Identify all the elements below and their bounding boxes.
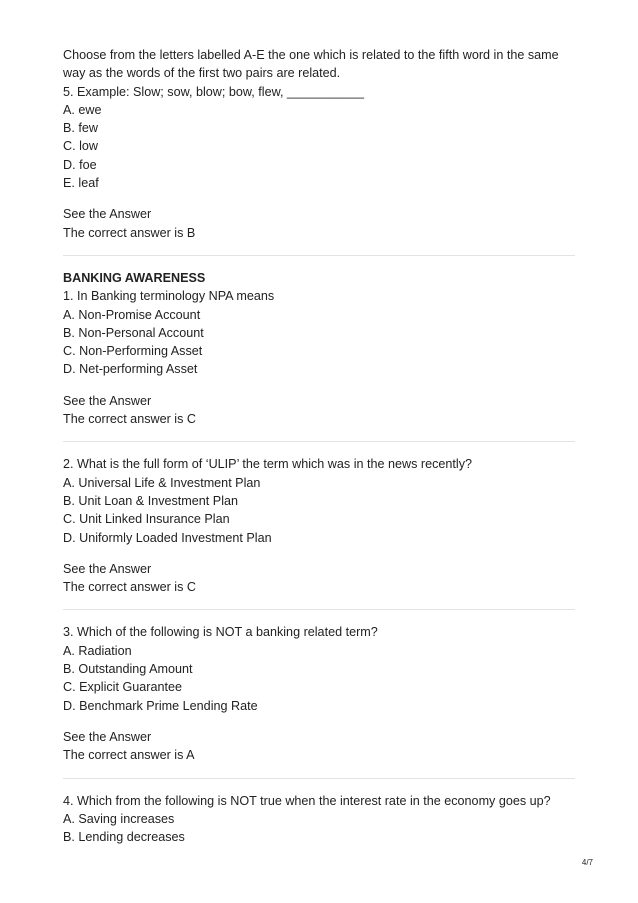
option-d: D. foe bbox=[63, 157, 97, 172]
divider bbox=[63, 778, 575, 779]
see-answer-link[interactable]: See the Answer bbox=[63, 393, 152, 408]
question-block-banking-2 bbox=[63, 455, 575, 596]
question-text: 5. Example: Slow; sow, blow; bow, flew, ___________ bbox=[63, 84, 365, 99]
option-b: B. few bbox=[63, 121, 98, 136]
question-block-banking-4 bbox=[63, 792, 575, 847]
option-d: D. Benchmark Prime Lending Rate bbox=[63, 698, 258, 713]
option-b: B. Outstanding Amount bbox=[63, 662, 193, 677]
correct-answer-text: The correct answer is C bbox=[63, 580, 196, 595]
option-b: B. Lending decreases bbox=[63, 830, 185, 845]
option-d: D. Net-performing Asset bbox=[63, 362, 198, 377]
option-a: A. ewe bbox=[63, 102, 102, 117]
question-text: 1. In Banking terminology NPA means bbox=[63, 289, 275, 304]
option-c: C. Explicit Guarantee bbox=[63, 680, 182, 695]
option-b: B. Unit Loan & Investment Plan bbox=[63, 493, 239, 508]
correct-answer-text: The correct answer is A bbox=[63, 748, 195, 763]
see-answer-link[interactable]: See the Answer bbox=[63, 729, 152, 744]
section-heading: BANKING AWARENESS bbox=[63, 270, 206, 285]
option-c: C. Non-Performing Asset bbox=[63, 344, 203, 359]
page-number: 4/7 bbox=[581, 858, 593, 867]
option-a: A. Universal Life & Investment Plan bbox=[63, 475, 261, 490]
instructions-text: Choose from the letters labelled A-E the one which is related to the fifth word in the same way as the words of the first two pairs are related. bbox=[63, 48, 559, 81]
question-block-banking-3 bbox=[63, 623, 575, 764]
option-a: A. Radiation bbox=[63, 643, 132, 658]
see-answer-link[interactable]: See the Answer bbox=[63, 207, 152, 222]
option-c: C. low bbox=[63, 139, 98, 154]
correct-answer-text: The correct answer is C bbox=[63, 412, 196, 427]
question-block-banking-1 bbox=[63, 269, 575, 428]
question-text: 3. Which of the following is NOT a banking related term? bbox=[63, 625, 378, 640]
option-e: E. leaf bbox=[63, 176, 99, 191]
divider bbox=[63, 609, 575, 610]
question-text: 2. What is the full form of ‘ULIP’ the term which was in the news recently? bbox=[63, 457, 472, 472]
question-text: 4. Which from the following is NOT true when the interest rate in the economy goes up? bbox=[63, 793, 551, 808]
option-a: A. Saving increases bbox=[63, 811, 175, 826]
question-block-analogy bbox=[63, 46, 575, 242]
see-answer-link[interactable]: See the Answer bbox=[63, 561, 152, 576]
document-page bbox=[63, 46, 575, 846]
option-a: A. Non-Promise Account bbox=[63, 307, 201, 322]
divider bbox=[63, 441, 575, 442]
option-d: D. Uniformly Loaded Investment Plan bbox=[63, 530, 272, 545]
option-b: B. Non-Personal Account bbox=[63, 325, 204, 340]
divider bbox=[63, 255, 575, 256]
option-c: C. Unit Linked Insurance Plan bbox=[63, 512, 230, 527]
correct-answer-text: The correct answer is B bbox=[63, 225, 196, 240]
